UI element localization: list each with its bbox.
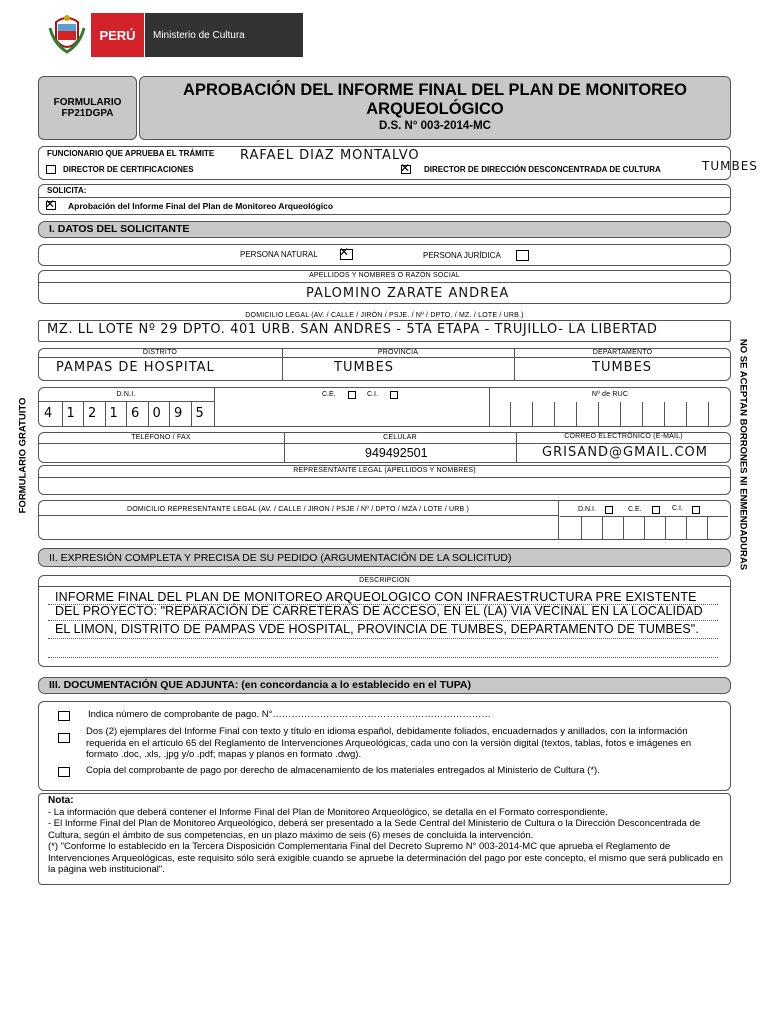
nota-title: Nota: [48,795,74,806]
director-certificaciones-label: DIRECTOR DE CERTIFICACIONES [63,165,194,174]
section3-header: III. DOCUMENTACIÓN QUE ADJUNTA: (en concordancia a lo establecido en el TUPA) [38,677,731,694]
departamento-value[interactable]: TUMBES [592,360,653,375]
doc3-label: Copia del comprobante de pago por derecho de almacenamiento de los materiales entregados al Ministerio de Cultura (*). [86,765,600,776]
dni-digit: 9 [174,406,183,421]
names-divider [38,282,731,283]
rep-ce-label: C.E. [628,506,642,513]
peru-logo [91,13,144,57]
solicita-divider [38,197,731,198]
departamento-label: DEPARTAMENTO [592,349,653,356]
rep-id-cell[interactable] [686,516,707,539]
rep-dni-label: D.N.I. [578,506,596,513]
persona-type-box [38,244,731,266]
doc1-label: Indica número de comprobante de pago. N°…………………………………………………………… [88,709,491,720]
decree-text: D.S. N° 003-2014-MC [379,120,491,132]
email-value[interactable]: GRISAND@GMAIL.COM [542,445,708,460]
dni-digit-cell[interactable] [148,402,170,426]
doc1-checkbox[interactable] [58,711,70,721]
solicita-option-label: Aprobación del Informe Final del Plan de Monitoreo Arqueológico [68,201,334,211]
ruc-digit-cell[interactable] [620,402,642,426]
description-line2[interactable]: DEL PROYECTO: "REPARACIÓN DE CARRETERAS DE ACCESO, EN EL (LA) VIA VECINAL EN LA LOCALIDAD [55,604,703,618]
dni-label: D.N.I. [116,391,136,398]
ministry-text: Ministerio de Cultura [153,29,245,41]
page-title-line2: ARQUEOLÓGICO [366,100,504,118]
ruc-digit-cell[interactable] [510,402,532,426]
description-label: DESCRIPCION [359,577,410,584]
ce-label: C.E. [322,391,336,398]
peru-text: PERÚ [99,27,136,43]
funcionario-label: FUNCIONARIO QUE APRUEBA EL TRÁMITE [47,149,215,158]
dni-digit-cell[interactable] [83,402,105,426]
ruc-digit-cell[interactable] [576,402,598,426]
names-label: APELLIDOS Y NOMBRES O RAZÓN SOCIAL [309,272,460,279]
distrito-label: DISTRITO [142,349,178,356]
rep-id-cell[interactable] [644,516,665,539]
rep-id-cell[interactable] [707,516,728,539]
rep-id-cell[interactable] [623,516,644,539]
provincia-value[interactable]: TUMBES [334,360,395,375]
celular-label: CELULAR [383,434,417,441]
ministry-logo [145,13,303,57]
dni-digit: 5 [195,406,204,421]
nota-line3: (*) "Conforme lo establecido en la Tercera Disposición Complementaria Final del Decreto Supremo N° 003-2014-MC que aprueba el Reglamento de Intervenciones Arqueológicas, este requisito sólo será exigible cuando se apruebe la determinación del pago por este concepto, el mismo que será publicado en la página web institucional". [48,841,723,875]
title-box [139,76,731,140]
distrito-value[interactable]: PAMPAS DE HOSPITAL [56,360,215,375]
dni-digit: 2 [88,406,97,421]
dni-digit-cell[interactable] [105,402,127,426]
ci-label: C.I. [367,391,378,398]
dni-digit-cell[interactable] [169,402,191,426]
side-text-left: FORMULARIO GRATUITO [17,397,29,514]
ruc-digit-cell[interactable] [554,402,576,426]
dni-digit-cell[interactable] [40,402,62,426]
section2-header: II. EXPRESIÓN COMPLETA Y PRECISA DE SU PEDIDO (ARGUMENTACIÓN DE LA SOLICITUD) [38,548,731,567]
ruc-digit-cell[interactable] [664,402,686,426]
rep-dni-checkbox[interactable] [605,506,613,514]
rep-id-cell[interactable] [602,516,623,539]
dni-digit-cell[interactable] [62,402,84,426]
dni-digit-cell[interactable] [126,402,148,426]
rep-id-cell[interactable] [581,516,602,539]
celular-value[interactable]: 949492501 [365,446,428,460]
provincia-label: PROVINCIA [377,349,419,356]
ruc-digit-cell[interactable] [686,402,708,426]
ruc-digit-cell[interactable] [532,402,554,426]
side-text-right: NO SE ACEPTAN BORRONES NI ENMENDADURAS [737,338,749,571]
dni-digit: 1 [66,406,75,421]
nota-line2: - El Informe Final del Plan de Monitoreo Arqueológico, deberá ser presentado a la Sede Central del Ministerio de Cultura o la Dirección Desconcentrada de Cultura, según el ámbito de sus competencias, en un plazo máximo de seis (6) meses de concluida la intervención. [48,818,701,841]
director-desconcentrada-label: DIRECTOR DE DIRECCIÓN DESCONCENTRADA DE CULTURA [424,165,661,174]
page-title-line1: APROBACIÓN DEL INFORME FINAL DEL PLAN DE MONITOREO [183,81,687,99]
funcionario-region[interactable]: TUMBES [702,159,758,173]
rep-id-cell[interactable] [665,516,686,539]
director-desconcentrada-checkbox[interactable] [401,165,411,174]
rep-id-cell[interactable] [560,516,581,539]
dni-digit-cell[interactable] [191,402,213,426]
form-code-box [38,76,137,140]
solicita-checkbox[interactable] [46,201,56,210]
doc2-label: Dos (2) ejemplares del Informe Final con texto y título en idioma español, debidamente foliados, encuadernados y anillados, con la información requerida en el artículo 65 del Reglamento de Intervenciones Arqueológicas, cada uno con la versión digital (textos, tablas, fotos e imágenes en formato .doc, .xls, .jpg y/o .pdf; mapas y planos en formato .dwg). [86,726,692,760]
dni-digit: 1 [109,406,118,421]
form-code-line1: FORMULARIO [53,97,122,108]
form-code-line2: FP21DGPA [61,108,114,119]
section1-header: I. DATOS DEL SOLICITANTE [38,221,731,238]
telefono-label: TELÉFONO / FAX [131,434,191,441]
email-label: CORREO ELECTRÓNICO (E-MAIL) [564,433,683,440]
rep-label: REPRESENTANTE LEGAL (APELLIDOS Y NOMBRES) [293,467,476,474]
dni-digit: 4 [44,406,53,421]
ruc-digit-cell[interactable] [708,402,730,426]
doc3-checkbox[interactable] [58,767,70,777]
rep-address-label: DOMICILIO REPRESENTANTE LEGAL (AV. / CALLE / JIRON / PSJE / Nº / DPTO / MZA / LOTE / URB ) [126,506,470,513]
coat-of-arms-logo [48,14,86,56]
persona-natural-checkbox[interactable] [340,249,353,260]
ce-checkbox[interactable] [348,391,356,399]
solicita-label: SOLICITA: [47,186,87,195]
ruc-digit-cell[interactable] [642,402,664,426]
funcionario-name[interactable]: RAFAEL DIAZ MONTALVO [240,148,420,163]
address-value[interactable]: MZ. LL LOTE Nº 29 DPTO. 401 URB. SAN ANDRES - 5TA ETAPA - TRUJILLO- LA LIBERTAD [47,322,658,337]
nota-line1: - La información que deberá contener el Informe Final del Plan de Monitoreo Arqueológico, se detalla en el Formato correspondiente. [48,807,608,818]
persona-natural-label: PERSONA NATURAL [240,250,318,259]
names-value[interactable]: PALOMINO ZARATE ANDREA [306,286,510,301]
doc2-checkbox[interactable] [58,733,70,743]
address-label: DOMICILIO LEGAL (AV. / CALLE / JIRÓN / PSJE. / Nº / DPTO. / MZ. / LOTE / URB.) [245,312,524,319]
rep-ci-label: C.I. [672,505,683,512]
director-certificaciones-checkbox[interactable] [46,165,56,174]
persona-juridica-label: PERSONA JURÍDICA [423,251,501,260]
persona-juridica-checkbox[interactable] [516,250,529,261]
rep-ce-checkbox[interactable] [652,506,660,514]
description-line1[interactable]: INFORME FINAL DEL PLAN DE MONITOREO ARQUEOLOGICO CON INFRAESTRUCTURA PRE EXISTENTE [55,590,697,604]
description-box [38,575,731,667]
dni-digit: 6 [131,406,140,421]
rep-ci-checkbox[interactable] [692,506,700,514]
ci-checkbox[interactable] [390,391,398,399]
ruc-label: Nº de RUC [591,391,629,398]
ruc-digit-cell[interactable] [598,402,620,426]
description-line3[interactable]: EL LIMON, DISTRITO DE PAMPAS VDE HOSPITAL, PROVINCIA DE TUMBES, DEPARTAMENTO DE TUMBES". [55,622,699,636]
dni-digit: 0 [152,406,161,421]
